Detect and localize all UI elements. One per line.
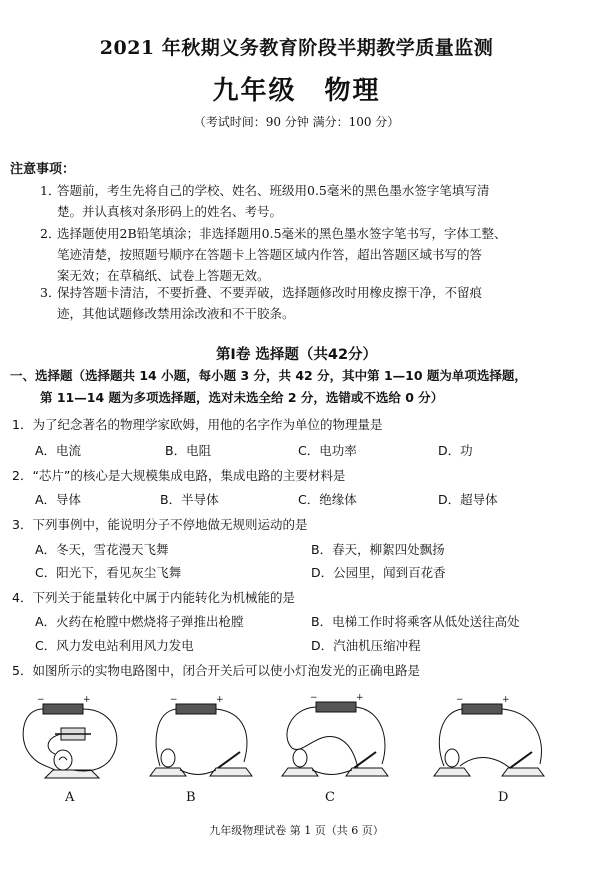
q2-option-b: B．半导体 bbox=[160, 492, 219, 507]
section-instruction-2: 第 11—14 题为多项选择题，选对未选全给 2 分，选错或不选给 0 分） bbox=[40, 390, 444, 405]
q4-option-d: D．汽油机压缩冲程 bbox=[311, 638, 421, 653]
svg-text:+: + bbox=[356, 693, 364, 703]
page-footer: 九年级物理试卷 第 1 页（共 6 页） bbox=[209, 824, 384, 837]
q3-option-d: D．公园里，闻到百花香 bbox=[311, 565, 446, 580]
q1-option-b: B．电阻 bbox=[165, 443, 212, 458]
svg-text:+: + bbox=[83, 695, 91, 705]
subject-label: 物理 bbox=[324, 76, 381, 106]
note-item-1: 1．答题前，考生先将自己的学校、姓名、班级用0.5毫米的黑色墨水签字笔填写清 楚。并认真核对条形码上的姓名、考号。 bbox=[40, 183, 490, 219]
question-4-stem: 4．下列关于能量转化中属于内能转化为机械能的是 bbox=[12, 590, 295, 605]
figure-label-b: B bbox=[186, 790, 196, 805]
q2-option-c: C．绝缘体 bbox=[298, 492, 357, 507]
svg-text:−: − bbox=[456, 695, 464, 705]
q2-option-a: A．导体 bbox=[35, 492, 82, 507]
note-item-3: 3．保持答题卡清洁，不要折叠、不要弄破，选择题修改时用橡皮擦干净，不留痕 迹，其他试题修改禁用涂改液和不干胶条。 bbox=[40, 285, 483, 321]
svg-text:−: − bbox=[37, 695, 45, 705]
q4-option-b: B．电梯工作时将乘客从低处送往高处 bbox=[311, 614, 520, 629]
q4-option-a: A．火药在枪膛中燃烧将子弹推出枪膛 bbox=[35, 614, 244, 629]
q1-option-c: C．电功率 bbox=[298, 443, 357, 458]
svg-text:+: + bbox=[502, 695, 510, 705]
q3-option-a: A．冬天，雪花漫天飞舞 bbox=[35, 542, 169, 557]
q3-option-c: C．阳光下，看见灰尘飞舞 bbox=[35, 565, 182, 580]
q3-option-b: B．春天，柳絮四处飘扬 bbox=[311, 542, 445, 557]
question-2-stem: 2．“芯片”的核心是大规模集成电路，集成电路的主要材料是 bbox=[12, 468, 346, 483]
svg-text:+: + bbox=[216, 695, 224, 705]
q4-option-c: C．风力发电站利用风力发电 bbox=[35, 638, 194, 653]
question-3-stem: 3．下列事例中，能说明分子不停地做无规则运动的是 bbox=[12, 517, 308, 532]
section-heading: 第Ⅰ卷 选择题（共42分） bbox=[215, 347, 378, 363]
q1-option-a: A．电流 bbox=[35, 443, 82, 458]
grade-label: 九年级 bbox=[212, 76, 297, 106]
svg-text:−: − bbox=[310, 693, 318, 703]
question-5-stem: 5．如图所示的实物电路图中，闭合开关后可以使小灯泡发光的正确电路是 bbox=[12, 663, 420, 678]
q2-option-d: D．超导体 bbox=[438, 492, 498, 507]
notes-heading: 注意事项： bbox=[10, 162, 76, 177]
circuit-figure-c bbox=[278, 690, 393, 788]
circuit-figure-d bbox=[430, 690, 550, 788]
figure-label-c: C bbox=[325, 790, 335, 805]
figure-label-d: D bbox=[498, 790, 509, 805]
question-1-stem: 1．为了纪念著名的物理学家欧姆，用他的名字作为单位的物理量是 bbox=[12, 417, 383, 432]
grade-subject bbox=[0, 70, 593, 107]
svg-text:−: − bbox=[170, 695, 178, 705]
exam-info: （考试时间：90 分钟 满分：100 分） bbox=[193, 115, 400, 129]
note-item-2: 2．选择题使用2B铅笔填涂；非选择题用0.5毫米的黑色墨水签字笔书写，字体工整、 笔迹清楚，按照题号顺序在答题卡上答题区域内作答，超出答题区域书写的答 案无效；在草稿纸、试卷上答题无效。 bbox=[40, 226, 507, 283]
exam-title: 2021 年秋期义务教育阶段半期教学质量监测 bbox=[99, 37, 494, 59]
figure-label-a: A bbox=[65, 790, 75, 805]
circuit-figure-a bbox=[15, 690, 130, 788]
q1-option-d: D．功 bbox=[438, 443, 473, 458]
circuit-figure-b bbox=[148, 690, 258, 788]
section-instruction-1: 一、选择题（选择题共 14 小题，每小题 3 分，共 42 分，其中第 1—10 题为单项选择题， bbox=[10, 368, 527, 383]
